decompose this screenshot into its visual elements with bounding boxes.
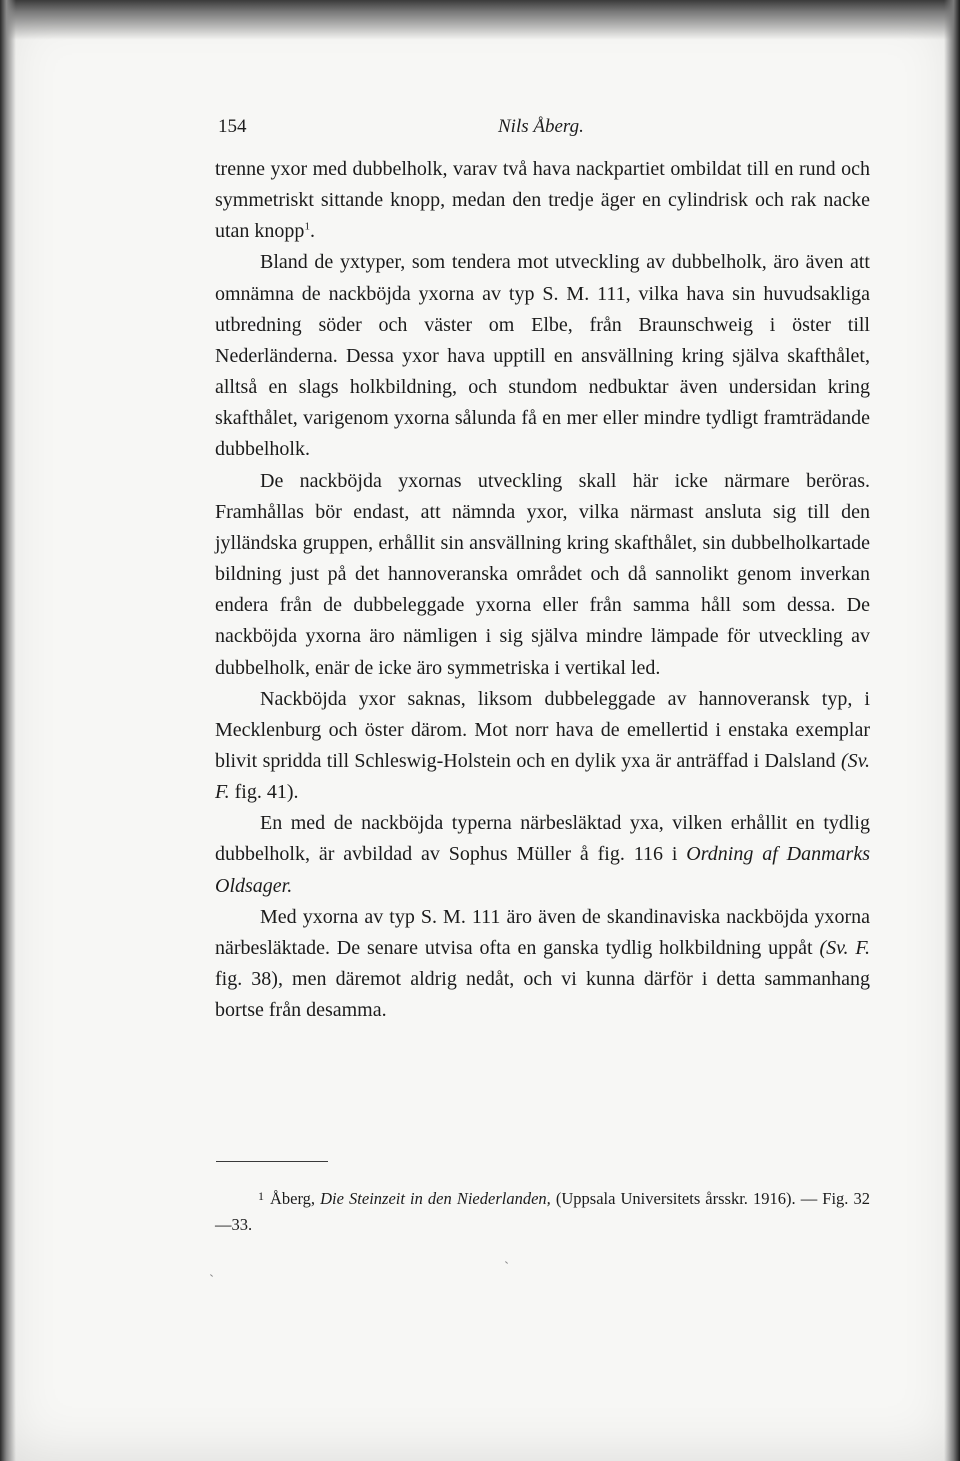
running-head: Nils Åberg. xyxy=(498,116,584,137)
footnotes xyxy=(215,1183,870,1238)
body-text xyxy=(215,154,870,1026)
italic-text: Ordning af Danmarks Oldsager. xyxy=(215,843,870,897)
paragraph xyxy=(215,466,870,684)
italic-text: Die Steinzeit in den Niederlanden, xyxy=(320,1189,551,1208)
italic-text: (Sv. F. xyxy=(215,749,870,804)
text-run: Nackböjda yxor saknas, liksom dubbeleggade av hannoveransk typ, i Mecklenburg och öster därom. Mot norr hava de emellertid i enstaka exemplar blivit spridda till Schleswig-Holstein och en dylik yxa är anträffad i Dalsland xyxy=(215,687,870,772)
text-run: fig. 41). xyxy=(229,781,299,804)
page-number: 154 xyxy=(218,116,247,137)
paragraph xyxy=(215,902,870,1027)
text-run: Med yxorna av typ S. M. 111 äro även de skandinaviska nackböjda yxorna närbesläktade. De senare utvisa ofta en ganska tydlig holkbildning uppåt xyxy=(215,905,870,959)
scan-speck xyxy=(505,1261,508,1264)
paragraph xyxy=(215,154,870,247)
text-run: Bland de yxtyper, som tendera mot utveckling av dubbelholk, äro även att omnämna de nackböjda yxorna av typ S. M. 111, vilka hava sin huvudsakliga utbredning söder och väster om Elbe, från Braunschweig i öster till Nederländerna. Dessa yxor hava upptill en ansvällning kring själva skafthålet, alltså en slags holkbildning, och stundom nedbuktar även undersidan kring skafthålet, varigenom yxorna sålunda få en mer eller mindre tydligt framträdande dubbelholk. xyxy=(215,251,870,461)
text-run: trenne yxor med dubbelholk, varav två hava nackpartiet ombildat till en rund och symmetriskt sittande knopp, medan den tredje äger en cylindrisk och rak nacke utan knopp xyxy=(215,158,870,243)
text-run: . xyxy=(309,220,315,243)
page-header xyxy=(218,116,868,144)
paragraph xyxy=(215,808,870,901)
text-run: fig. 38), men däremot aldrig nedåt, och vi kunna därför i detta sammanhang bortse från desamma. xyxy=(215,968,870,1022)
text-run: Åberg, xyxy=(270,1189,321,1208)
italic-text: (Sv. F. xyxy=(819,936,870,959)
footnote-marker: 1 xyxy=(258,1189,264,1203)
scan-edge-right xyxy=(944,0,960,1461)
text-run: En med de nackböjda typerna närbesläktad yxa, vilken erhållit en tydlig dubbelholk, är avbildad av Sophus Müller å fig. 116 i xyxy=(215,812,870,866)
footnote xyxy=(215,1183,870,1238)
paragraph xyxy=(215,684,870,809)
footnote-reference: 1 xyxy=(304,220,310,233)
footnote-rule xyxy=(216,1161,328,1162)
scan-speck xyxy=(210,1274,213,1277)
text-run: De nackböjda yxornas utveckling skall här icke närmare beröras. Framhållas bör endast, att nämnda yxor, vilka närmast ansluta sig till den jylländska gruppen, erhållit sin ansvällning kring skafthålet, sin dubbelholkartade bildning just på det hannoveranska området och då sannolikt genom inverkan endera från de dubbeleggade yxorna eller från samma håll som dessa. De nackböjda yxorna äro nämligen i sig själva mindre lämpade för utveckling av dubbelholk, enär de icke äro symmetriska i vertikal led. xyxy=(215,469,870,679)
scan-edge-top xyxy=(0,0,960,40)
text-run: (Uppsala Universitets årsskr. 1916). — Fig. 32—33. xyxy=(215,1189,870,1234)
paragraph xyxy=(215,247,870,465)
scan-edge-left xyxy=(0,0,16,1461)
